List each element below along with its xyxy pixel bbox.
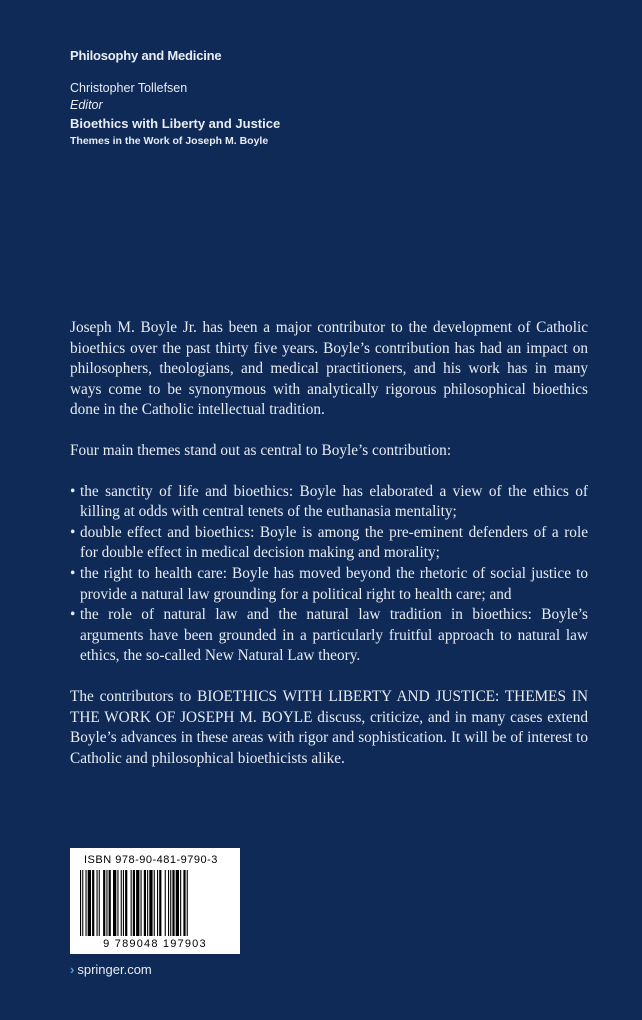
barcode-bar <box>86 870 87 936</box>
barcode-bar <box>159 870 161 936</box>
barcode-bar <box>121 870 122 936</box>
bullet-icon: • <box>70 564 76 582</box>
barcode-bar <box>149 870 152 936</box>
chevron-right-icon: › <box>70 962 75 977</box>
barcode-bar <box>109 870 111 936</box>
barcode-bar <box>147 870 148 936</box>
blurb-paragraph-3: The contributors to BIOETHICS WITH LIBERTY AND JUSTICE: THEMES IN THE WORK OF JOSEPH M. BOYLE discuss, criticize, and in many cases extend Boyle’s advances in these areas with rigor and sophistication. It will be of interest to Catholic and philosophical bioethicists alike. <box>70 687 588 767</box>
barcode-bar <box>123 870 124 936</box>
barcode-bar <box>154 870 155 936</box>
publisher-link[interactable] <box>70 962 152 977</box>
barcode-bar <box>117 870 118 936</box>
blurb-paragraph-1: Joseph M. Boyle Jr. has been a major contributor to the development of Catholic bioethics over the past thirty five years. Boyle’s contribution has had an impact on philosophers, theologians, and medical practitioners, and his work has in many ways come to be synonymous with analytically rigorous philosophical bioethics done in the Catholic intellectual tradition. <box>70 319 588 419</box>
barcode-bar <box>170 870 171 936</box>
isbn-label: ISBN 978-90-481-9790-3 <box>84 854 218 866</box>
barcode-bar <box>113 870 116 936</box>
barcode-bar <box>180 870 181 936</box>
bullet-icon: • <box>70 523 76 541</box>
bullet-icon: • <box>70 482 76 500</box>
barcode-bar <box>131 870 132 936</box>
theme-text: the right to health care: Boyle has moved beyond the rhetoric of social justice to provide a natural law grounding for a political right to health care; and <box>80 564 588 603</box>
barcode-bar <box>80 870 81 936</box>
theme-text: the role of natural law and the natural law tradition in bioethics: Boyle’s arguments have been grounded in a particularly fruitful approach to natural law ethics, the so-called New Natural Law theory. <box>80 606 588 665</box>
book-title: Bioethics with Liberty and Justice <box>70 116 281 131</box>
barcode-bar <box>168 870 169 936</box>
theme-item <box>70 523 588 564</box>
theme-item <box>70 482 588 523</box>
bullet-icon: • <box>70 606 76 624</box>
series-title: Philosophy and Medicine <box>70 48 222 63</box>
blurb-paragraph-2: Four main themes stand out as central to Boyle’s contribution: <box>70 441 452 459</box>
barcode-bar <box>183 870 185 936</box>
barcode-bar <box>99 870 100 936</box>
barcode-bar <box>92 870 94 936</box>
barcode-icon <box>78 870 232 936</box>
editor-name: Christopher Tollefsen <box>70 81 188 95</box>
barcode-bar <box>187 870 188 936</box>
barcode-bar <box>88 870 91 936</box>
theme-text: double effect and bioethics: Boyle is among the pre-eminent defenders of a role for double effect in medical decision making and morality; <box>80 523 588 562</box>
editor-role: Editor <box>70 98 103 112</box>
theme-text: the sanctity of life and bioethics: Boyle has elaborated a view of the ethics of killing at odds with central tenets of the euthanasia mentality; <box>80 482 588 521</box>
book-subtitle: Themes in the Work of Joseph M. Boyle <box>70 135 269 147</box>
header <box>70 48 590 150</box>
barcode-bar <box>141 870 142 936</box>
blurb <box>70 318 588 789</box>
publisher-site: springer.com <box>77 962 152 977</box>
barcode-bar <box>82 870 83 936</box>
barcode-bar <box>157 870 158 936</box>
theme-item <box>70 564 588 605</box>
barcode-digits: 9 789048 197903 <box>103 938 207 950</box>
barcode-bar <box>106 870 107 936</box>
barcode-bar <box>97 870 98 936</box>
barcode-bar <box>144 870 146 936</box>
barcode-bar <box>172 870 174 936</box>
barcode-bar <box>176 870 179 936</box>
barcode-bar <box>165 870 166 936</box>
barcode-bar <box>133 870 135 936</box>
theme-item <box>70 605 588 667</box>
themes-list <box>70 482 588 667</box>
barcode-bar <box>125 870 127 936</box>
barcode-bar <box>103 870 105 936</box>
barcode-bar <box>136 870 139 936</box>
barcode-panel <box>70 848 240 954</box>
